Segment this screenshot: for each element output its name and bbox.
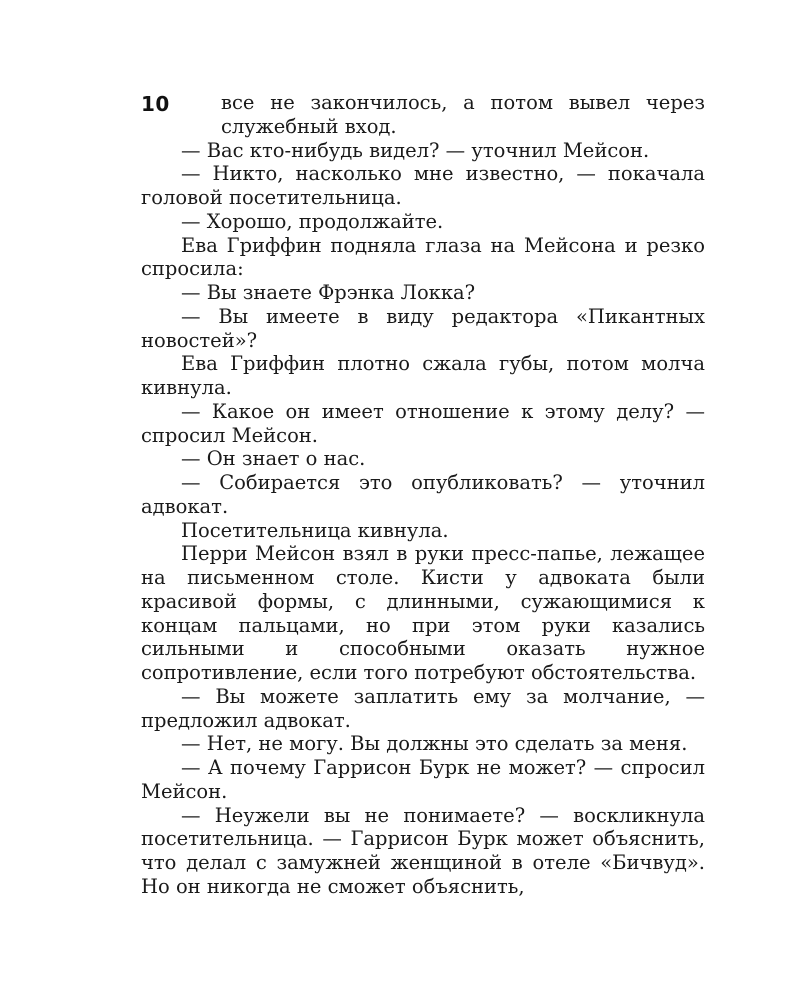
- body-text: [141, 91, 705, 899]
- paragraph: — Хорошо, продолжайте.: [181, 209, 444, 233]
- page-number: 10: [141, 92, 170, 116]
- paragraph: — Вы можете заплатить ему за молчание, — предложил адвокат.: [141, 684, 705, 732]
- paragraph: Перри Мейсон взял в руки пресс-папье, лежащее на письменном столе. Кисти у адвоката были красивой формы, с длинными, сужающимися к концам пальцами, но при этом руки казались сильными и способными оказать нужное сопротивление, если того потребуют обстоятельства.: [141, 542, 705, 684]
- paragraph: Ева Гриффин плотно сжала губы, потом молча кивнула.: [141, 352, 705, 399]
- paragraph: — Вы знаете Фрэнка Локка?: [181, 281, 476, 304]
- paragraph: Посетительница кивнула.: [181, 518, 449, 542]
- paragraph: — Собирается это опубликовать? — уточнил адвокат.: [141, 471, 705, 518]
- paragraph: — Нет, не могу. Вы должны это сделать за меня.: [181, 732, 688, 756]
- paragraph: — Никто, насколько мне известно, — покачала головой посетительница.: [141, 162, 705, 209]
- paragraph: — Вас кто-нибудь видел? — уточнил Мейсон.: [181, 138, 650, 162]
- paragraph: — Он знает о нас.: [181, 447, 366, 471]
- paragraph: — Какое он имеет отношение к этому делу? — спросил Мейсон.: [141, 399, 705, 447]
- paragraph: — Вы имеете в виду редактора «Пикантных новостей»?: [141, 304, 705, 352]
- paragraph: все не закончилось, а потом вывел через служебный вход.: [221, 91, 705, 138]
- paragraph: — А почему Гаррисон Бурк не может? — спросил Мейсон.: [141, 756, 705, 803]
- paragraph: — Неужели вы не понимаете? — воскликнула посетительница. — Гаррисон Бурк может объяснить, что делал с замужней женщиной в отеле «Бичвуд». Но он никогда не сможет объяснить,: [141, 803, 705, 898]
- paragraph: Ева Гриффин подняла глаза на Мейсона и резко спросила:: [141, 233, 705, 281]
